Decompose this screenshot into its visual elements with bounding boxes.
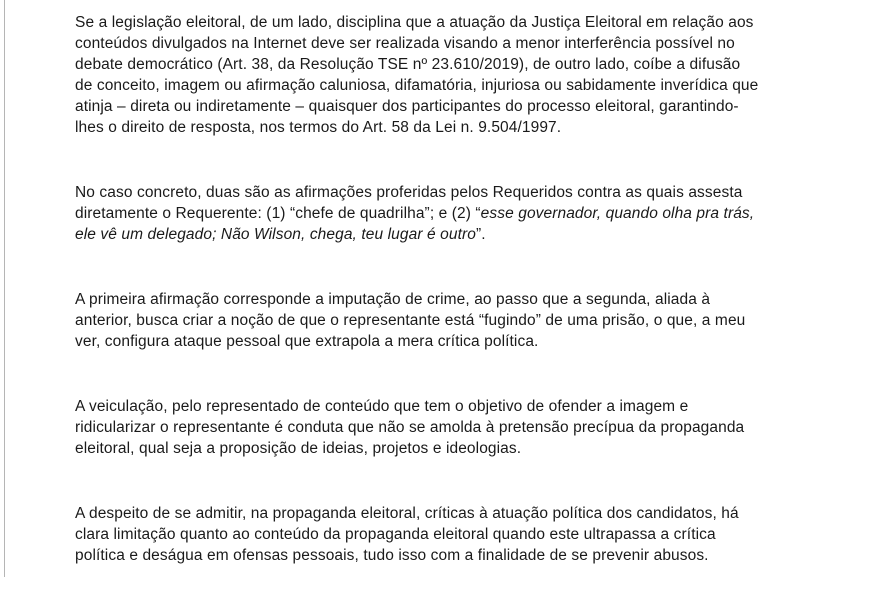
body-text: diretamente o Requerente: (1) “chefe de quadrilha”; e (2) “ <box>75 205 481 222</box>
body-text: clara limitação quanto ao conteúdo da propaganda eleitoral quando este ultrapassa a crítica <box>75 526 716 543</box>
text-line <box>75 331 865 352</box>
body-text: A despeito de se admitir, na propaganda eleitoral, críticas à atuação política dos candidatos, há <box>75 505 739 522</box>
text-line <box>75 310 865 331</box>
page-edge-line <box>4 0 5 577</box>
text-line <box>75 75 865 96</box>
quoted-italic-text: esse governador, quando olha pra trás, <box>480 205 755 222</box>
paragraph <box>75 396 865 459</box>
quoted-italic-text: ele vê um delegado; Não Wilson, chega, teu lugar é outro <box>75 226 476 243</box>
body-text: No caso concreto, duas são as afirmações proferidas pelos Requeridos contra as quais assesta <box>75 184 743 201</box>
body-text: eleitoral, qual seja a proposição de ideias, projetos e ideologias. <box>75 440 522 457</box>
text-line <box>75 438 865 459</box>
text-line <box>75 182 865 203</box>
text-line <box>75 117 865 138</box>
body-text: debate democrático (Art. 38, da Resolução TSE nº 23.610/2019), de outro lado, coíbe a difusão <box>75 56 741 73</box>
text-line <box>75 289 865 310</box>
document-body <box>75 12 865 610</box>
paragraph <box>75 503 865 566</box>
body-text: de conceito, imagem ou afirmação caluniosa, difamatória, injuriosa ou sabidamente inverídica que <box>75 77 759 94</box>
text-line <box>75 224 865 245</box>
paragraph <box>75 289 865 352</box>
body-text: ver, configura ataque pessoal que extrapola a mera crítica política. <box>75 333 539 350</box>
body-text: A primeira afirmação corresponde a imputação de crime, ao passo que a segunda, aliada à <box>75 291 711 308</box>
body-text: conteúdos divulgados na Internet deve ser realizada visando a menor interferência possível no <box>75 35 735 52</box>
text-line <box>75 545 865 566</box>
body-text: Se a legislação eleitoral, de um lado, disciplina que a atuação da Justiça Eleitoral em relação aos <box>75 14 754 31</box>
body-text: política e deságua em ofensas pessoais, tudo isso com a finalidade de se prevenir abusos. <box>75 547 709 564</box>
body-text: A veiculação, pelo representado de conteúdo que tem o objetivo de ofender a imagem e <box>75 398 689 415</box>
text-line <box>75 417 865 438</box>
text-line <box>75 203 865 224</box>
body-text: ridicularizar o representante é conduta que não se amolda à pretensão precípua da propaganda <box>75 419 745 436</box>
body-text: ”. <box>475 226 486 243</box>
body-text: lhes o direito de resposta, nos termos do Art. 58 da Lei n. 9.504/1997. <box>75 119 562 136</box>
body-text: anterior, busca criar a noção de que o representante está “fugindo” de uma prisão, o que, a meu <box>75 312 746 329</box>
text-line <box>75 96 865 117</box>
paragraph <box>75 182 865 245</box>
text-line <box>75 524 865 545</box>
text-line <box>75 54 865 75</box>
text-line <box>75 396 865 417</box>
text-line <box>75 33 865 54</box>
paragraph <box>75 12 865 138</box>
text-line <box>75 12 865 33</box>
text-line <box>75 503 865 524</box>
body-text: atinja – direta ou indiretamente – quaisquer dos participantes do processo eleitoral, garantindo- <box>75 98 739 115</box>
